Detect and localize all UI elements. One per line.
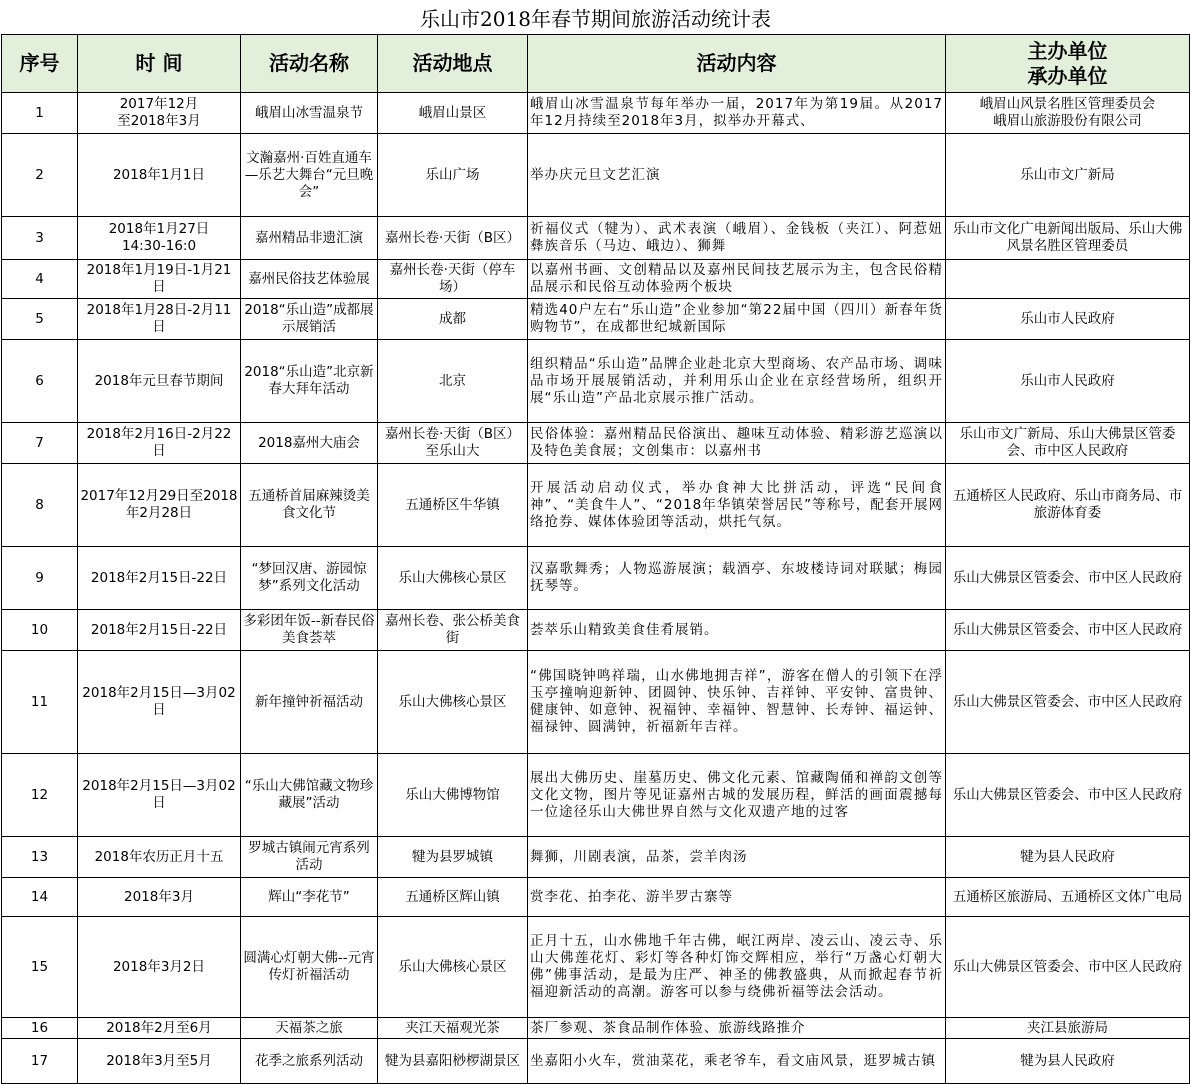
header-time: 时 间 xyxy=(78,35,241,93)
row-number-cell xyxy=(2,610,78,651)
header-name: 活动名称 xyxy=(241,35,378,93)
row-place-cell xyxy=(378,837,528,878)
row-content: 峨眉山冰雪温泉节每年举办一届，2017年为第19届。从2017年12月持续至2018年3月，拟举办开幕式、 xyxy=(530,96,943,129)
row-activity-name-cell xyxy=(241,260,378,299)
row-time: 2018年2月15日—3月02日 xyxy=(82,685,236,718)
row-time-cell xyxy=(78,134,241,217)
row-place-cell xyxy=(378,260,528,299)
row-organizer-cell xyxy=(946,299,1190,340)
row-number: 14 xyxy=(30,888,49,905)
row-content-cell xyxy=(528,1039,946,1084)
row-time: 2018年2月16日-2月22日 xyxy=(86,426,232,459)
row-organizer: 乐山大佛景区管委会、市中区人民政府 xyxy=(952,693,1183,710)
row-activity-name-cell xyxy=(241,547,378,610)
row-number-cell xyxy=(2,464,78,547)
row-content-cell xyxy=(528,1018,946,1039)
row-number-cell xyxy=(2,651,78,754)
row-organizer-cell xyxy=(946,464,1190,547)
row-activity-name-cell xyxy=(241,93,378,134)
row-number: 3 xyxy=(35,229,44,246)
row-number: 8 xyxy=(35,496,44,513)
row-time-cell xyxy=(78,610,241,651)
row-organizer-cell xyxy=(946,134,1190,217)
table-row xyxy=(2,423,1190,464)
row-activity-name: 新年撞钟祈福活动 xyxy=(255,693,363,710)
row-number: 6 xyxy=(35,372,44,389)
row-place: 乐山大佛核心景区 xyxy=(398,693,507,710)
row-activity-name-cell xyxy=(241,1018,378,1039)
row-content-cell xyxy=(528,917,946,1018)
row-content: 坐嘉阳小火车，赏油菜花，乘老爷车，看文庙风景，逛罗城古镇 xyxy=(530,1052,936,1069)
row-organizer-cell xyxy=(946,547,1190,610)
table-row xyxy=(2,837,1190,878)
row-number: 15 xyxy=(30,958,49,975)
row-place-cell xyxy=(378,134,528,217)
row-number: 17 xyxy=(30,1052,49,1069)
row-number-cell xyxy=(2,837,78,878)
row-number: 5 xyxy=(35,310,44,327)
row-time-cell xyxy=(78,93,241,134)
table-row xyxy=(2,1018,1190,1039)
row-content: 祈福仪式（犍为）、武术表演（峨眉）、金钱板（夹江）、阿惹妞彝族音乐（马边、峨边）、狮舞 xyxy=(530,221,943,254)
row-number: 16 xyxy=(30,1019,49,1036)
row-time: 2018年2月15日-22日 xyxy=(90,569,228,586)
row-place-cell xyxy=(378,651,528,754)
row-organizer: 乐山大佛景区管委会、市中区人民政府 xyxy=(952,621,1183,638)
row-activity-name: 罗城古镇闹元宵系列活动 xyxy=(248,840,370,873)
table-row xyxy=(2,299,1190,340)
row-content-cell xyxy=(528,754,946,837)
row-number-cell xyxy=(2,260,78,299)
row-organizer: 乐山市文化广电新闻出版局、乐山大佛风景名胜区管理委员 xyxy=(952,221,1183,254)
row-place: 峨眉山景区 xyxy=(418,104,487,121)
row-organizer: 五通桥区旅游局、五通桥区文体广电局 xyxy=(952,888,1183,905)
row-number: 7 xyxy=(35,434,44,451)
row-time-cell xyxy=(78,299,241,340)
row-organizer: 乐山大佛景区管委会、市中区人民政府 xyxy=(952,958,1183,975)
row-content: 开展活动启动仪式，举办食神大比拼活动，评选“民间食神”、“美食牛人”、“2018年华镇荣誉居民”等称号，配套开展网络抢券、媒体体验团等活动，烘托气氛。 xyxy=(530,479,943,530)
row-content: 荟萃乐山精致美食佳肴展销。 xyxy=(530,621,719,638)
row-content: 正月十五，山水佛地千年古佛，岷江两岸、凌云山、凌云寺、乐山大佛莲花灯、彩灯等各种灯饰交辉相应，举行“万盏心灯朝大佛”佛事活动，是最为庄严、神圣的佛教盛典，从而掀起春节祈福迎新活动的高潮。游客可以参与绕佛祈福等法会活动。 xyxy=(530,933,943,1000)
row-content-cell xyxy=(528,93,946,134)
row-time: 2018年农历正月十五 xyxy=(94,848,224,865)
row-activity-name-cell xyxy=(241,917,378,1018)
row-activity-name-cell xyxy=(241,837,378,878)
row-place-cell xyxy=(378,217,528,260)
row-organizer-cell xyxy=(946,423,1190,464)
row-place: 嘉州长卷·天街（B区）至乐山大 xyxy=(384,426,521,459)
row-organizer: 乐山市文广新局、乐山大佛景区管委会、市中区人民政府 xyxy=(959,426,1176,459)
row-organizer-cell xyxy=(946,754,1190,837)
row-time: 2018年1月27日 14:30-16:0 xyxy=(108,221,210,254)
row-place-cell xyxy=(378,917,528,1018)
row-time-cell xyxy=(78,260,241,299)
header-organizer xyxy=(946,35,1190,93)
row-organizer-cell xyxy=(946,651,1190,754)
row-number-cell xyxy=(2,134,78,217)
row-organizer-cell xyxy=(946,917,1190,1018)
row-time: 2017年12月29日至2018年2月28日 xyxy=(80,488,238,521)
row-place: 成都 xyxy=(439,310,466,327)
row-time-cell xyxy=(78,837,241,878)
row-place: 夹江天福观光茶 xyxy=(405,1019,500,1036)
row-time: 2017年12月 至2018年3月 xyxy=(117,96,201,129)
row-activity-name: 2018“乐山造”成都展示展销活 xyxy=(244,302,374,335)
row-organizer-cell xyxy=(946,260,1190,299)
row-activity-name: 嘉州精品非遗汇演 xyxy=(255,229,363,246)
row-place-cell xyxy=(378,1039,528,1084)
row-content: 组织精品“乐山造”品牌企业赴北京大型商场、农产品市场、调味品市场开展展销活动，并利用乐山企业在京经营场所，组织开展“乐山造”产品北京展示推广活动。 xyxy=(530,355,943,406)
row-activity-name: 2018“乐山造”北京新春大拜年活动 xyxy=(244,364,374,397)
row-place: 乐山大佛核心景区 xyxy=(398,569,507,586)
table-row xyxy=(2,1039,1190,1084)
row-content-cell xyxy=(528,837,946,878)
row-organizer: 乐山大佛景区管委会、市中区人民政府 xyxy=(952,786,1183,803)
row-activity-name: 文瀚嘉州·百姓直通车—乐艺大舞台“元旦晚会” xyxy=(244,149,374,200)
activity-table xyxy=(1,34,1190,1084)
row-organizer: 犍为县人民政府 xyxy=(1020,848,1115,865)
row-content-cell xyxy=(528,651,946,754)
row-content: 汉嘉歌舞秀；人物巡游展演；载酒亭、东坡楼诗词对联賦；梅园抚琴等。 xyxy=(530,561,943,594)
row-organizer-cell xyxy=(946,1039,1190,1084)
row-content-cell xyxy=(528,299,946,340)
row-place: 乐山大佛博物馆 xyxy=(405,786,500,803)
row-time: 2018年1月28日-2月11日 xyxy=(86,302,232,335)
row-place-cell xyxy=(378,464,528,547)
row-number: 4 xyxy=(35,270,44,287)
row-time-cell xyxy=(78,1018,241,1039)
row-content-cell xyxy=(528,610,946,651)
header-content: 活动内容 xyxy=(528,35,946,93)
row-activity-name: 花季之旅系列活动 xyxy=(255,1052,363,1069)
row-time-cell xyxy=(78,217,241,260)
row-place-cell xyxy=(378,299,528,340)
table-row xyxy=(2,340,1190,423)
row-organizer: 乐山市文广新局 xyxy=(1020,166,1115,183)
row-content: 展出大佛历史、崖墓历史、佛文化元素、馆藏陶俑和禅韵文创等文化文物，图片等见证嘉州古城的发展历程，鲜活的画面震撼每一位途径乐山大佛世界自然与文化双遗产地的过客 xyxy=(530,769,943,820)
row-activity-name: 五通桥首届麻辣烫美食文化节 xyxy=(248,488,370,521)
row-place-cell xyxy=(378,1018,528,1039)
row-number-cell xyxy=(2,93,78,134)
row-number-cell xyxy=(2,754,78,837)
row-activity-name: 峨眉山冰雪温泉节 xyxy=(255,104,363,121)
row-content: 舞狮，川剧表演，品茶，尝羊肉汤 xyxy=(530,848,748,865)
row-activity-name-cell xyxy=(241,423,378,464)
row-number-cell xyxy=(2,1039,78,1084)
row-activity-name-cell xyxy=(241,299,378,340)
row-organizer: 乐山市人民政府 xyxy=(1020,372,1115,389)
row-time: 2018年1月1日 xyxy=(112,166,206,183)
row-activity-name: “梦回汉唐、游园惊梦”系列文化活动 xyxy=(251,561,367,594)
row-time-cell xyxy=(78,651,241,754)
header-row xyxy=(2,35,1190,93)
table-row xyxy=(2,217,1190,260)
row-content-cell xyxy=(528,878,946,917)
row-number: 13 xyxy=(30,848,49,865)
row-time-cell xyxy=(78,1039,241,1084)
row-place: 犍为县嘉阳桫椤湖景区 xyxy=(385,1052,520,1069)
row-place-cell xyxy=(378,878,528,917)
row-activity-name-cell xyxy=(241,651,378,754)
sheet-title: 乐山市2018年春节期间旅游活动统计表 xyxy=(420,7,771,31)
row-content-cell xyxy=(528,134,946,217)
table-row xyxy=(2,93,1190,134)
row-place-cell xyxy=(378,610,528,651)
header-place: 活动地点 xyxy=(378,35,528,93)
row-content: 茶厂参观、茶食品制作体验、旅游线路推介 xyxy=(530,1019,806,1036)
table-row xyxy=(2,134,1190,217)
row-time-cell xyxy=(78,464,241,547)
row-time-cell xyxy=(78,878,241,917)
row-number-cell xyxy=(2,917,78,1018)
row-number-cell xyxy=(2,340,78,423)
row-number-cell xyxy=(2,299,78,340)
row-place-cell xyxy=(378,423,528,464)
row-activity-name-cell xyxy=(241,610,378,651)
row-number-cell xyxy=(2,423,78,464)
row-time: 2018年2月15日-22日 xyxy=(90,621,228,638)
table-row xyxy=(2,610,1190,651)
row-place: 犍为县罗城镇 xyxy=(412,848,493,865)
row-number-cell xyxy=(2,1018,78,1039)
row-place-cell xyxy=(378,754,528,837)
row-content: 精选40户左右“乐山造”企业参加“第22届中国（四川）新春年货购物节”，在成都世纪城新国际 xyxy=(530,302,943,335)
row-time-cell xyxy=(78,754,241,837)
table-row xyxy=(2,878,1190,917)
row-activity-name-cell xyxy=(241,464,378,547)
row-organizer: 乐山大佛景区管委会、市中区人民政府 xyxy=(952,569,1183,586)
row-activity-name: 多彩团年饭--新春民俗美食荟萃 xyxy=(243,613,375,646)
table-row xyxy=(2,917,1190,1018)
row-organizer-cell xyxy=(946,837,1190,878)
row-time-cell xyxy=(78,917,241,1018)
row-activity-name: 辉山“李花节” xyxy=(268,888,350,905)
header-organizer-main: 主办单位 xyxy=(1027,38,1108,63)
row-content: “佛国晓钟鸣祥瑞，山水佛地拥吉祥”，游客在僧人的引领下在浮玉亭撞响迎新钟、团圆钟、快乐钟、吉祥钟、平安钟、富贵钟、健康钟、如意钟、祝福钟、幸福钟、智慧钟、长寿钟、福运钟、福禄钟、圆满钟，祈福新年吉祥。 xyxy=(530,668,943,735)
row-activity-name: 天福茶之旅 xyxy=(275,1019,343,1036)
row-number: 9 xyxy=(35,569,44,586)
row-organizer: 犍为县人民政府 xyxy=(1020,1052,1115,1069)
table-row xyxy=(2,754,1190,837)
row-time: 2018年1月19日-1月21日 xyxy=(86,262,232,295)
row-place: 五通桥区辉山镇 xyxy=(405,888,500,905)
row-number: 10 xyxy=(30,621,49,638)
row-organizer-cell xyxy=(946,340,1190,423)
row-number-cell xyxy=(2,547,78,610)
row-organizer: 峨眉山风景名胜区管理委员会 峨眉山旅游股份有限公司 xyxy=(979,96,1156,129)
row-organizer-cell xyxy=(946,878,1190,917)
table-row xyxy=(2,547,1190,610)
row-place: 乐山大佛核心景区 xyxy=(398,958,507,975)
row-time: 2018年元旦春节期间 xyxy=(94,372,224,389)
table-row xyxy=(2,260,1190,299)
row-content-cell xyxy=(528,547,946,610)
row-time: 2018年2月至6月 xyxy=(106,1019,212,1036)
row-number: 11 xyxy=(30,693,49,710)
row-content: 民俗体验：嘉州精品民俗演出、趣味互动体验、精彩游艺巡演以及特色美食展；文创集市：以嘉州书 xyxy=(530,426,943,459)
row-content-cell xyxy=(528,260,946,299)
row-place-cell xyxy=(378,547,528,610)
row-place-cell xyxy=(378,340,528,423)
row-number-cell xyxy=(2,217,78,260)
row-activity-name-cell xyxy=(241,340,378,423)
row-organizer-cell xyxy=(946,217,1190,260)
row-number: 12 xyxy=(30,786,49,803)
row-activity-name: 嘉州民俗技艺体验展 xyxy=(248,270,370,287)
header-no: 序号 xyxy=(2,35,78,93)
row-content-cell xyxy=(528,340,946,423)
row-organizer-cell xyxy=(946,610,1190,651)
row-content: 赏李花、拍李花、游半罗古寨等 xyxy=(530,888,733,905)
row-content-cell xyxy=(528,464,946,547)
row-time: 2018年3月 xyxy=(124,888,194,905)
row-content-cell xyxy=(528,217,946,260)
row-activity-name-cell xyxy=(241,134,378,217)
row-number-cell xyxy=(2,878,78,917)
row-activity-name-cell xyxy=(241,217,378,260)
row-activity-name-cell xyxy=(241,878,378,917)
table-row xyxy=(2,651,1190,754)
row-time: 2018年2月15日—3月02日 xyxy=(82,778,236,811)
row-time: 2018年3月2日 xyxy=(112,958,206,975)
row-time: 2018年3月至5月 xyxy=(106,1052,212,1069)
row-activity-name-cell xyxy=(241,1039,378,1084)
header-organizer-sub: 承办单位 xyxy=(1027,63,1108,88)
row-activity-name: 圆满心灯朝大佛--元宵传灯祈福活动 xyxy=(243,950,375,983)
row-organizer-cell xyxy=(946,93,1190,134)
row-content-cell xyxy=(528,423,946,464)
row-activity-name: 2018嘉州大庙会 xyxy=(258,434,360,451)
row-place: 嘉州长卷·天街（停车场） xyxy=(389,262,516,295)
row-number: 1 xyxy=(35,104,44,121)
row-time-cell xyxy=(78,340,241,423)
row-organizer xyxy=(948,261,1187,297)
row-activity-name: “乐山大佛馆藏文物珍藏展”活动 xyxy=(244,778,374,811)
row-place: 嘉州长卷·天街（B区） xyxy=(384,229,521,246)
row-place: 北京 xyxy=(439,372,466,389)
row-place: 五通桥区牛华镇 xyxy=(405,496,500,513)
row-organizer-cell xyxy=(946,1018,1190,1039)
row-activity-name-cell xyxy=(241,754,378,837)
row-organizer: 五通桥区人民政府、乐山市商务局、市旅游体育委 xyxy=(952,488,1183,521)
row-place: 乐山广场 xyxy=(425,166,480,183)
row-time-cell xyxy=(78,547,241,610)
row-content: 举办庆元旦文艺汇演 xyxy=(530,166,661,183)
row-organizer: 夹江县旅游局 xyxy=(1027,1019,1108,1036)
row-place-cell xyxy=(378,93,528,134)
row-number: 2 xyxy=(35,166,44,183)
row-time-cell xyxy=(78,423,241,464)
row-content: 以嘉州书画、文创精品以及嘉州民间技艺展示为主，包含民俗精品展示和民俗互动体验两个板块 xyxy=(530,262,943,295)
row-organizer: 乐山市人民政府 xyxy=(1020,310,1115,327)
table-row xyxy=(2,464,1190,547)
row-place: 嘉州长卷、张公桥美食街 xyxy=(385,613,520,646)
